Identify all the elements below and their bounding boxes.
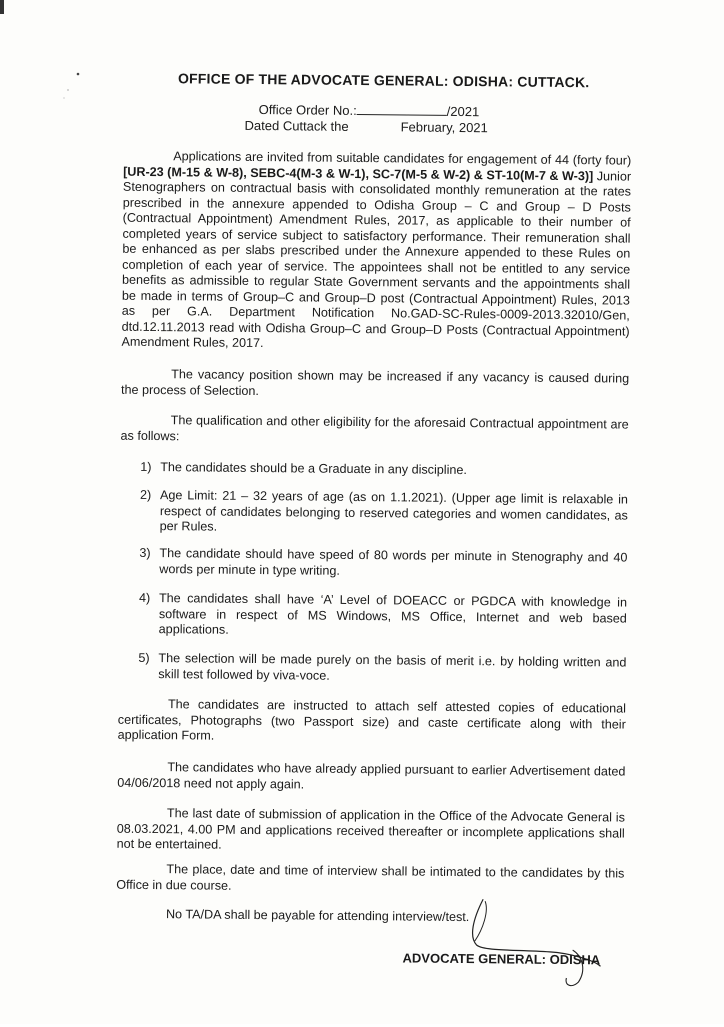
order-number-blank (357, 102, 447, 116)
list-item-text: The selection will be made purely on the basis of merit i.e. by holding written and skill test followed by viva-voce. (158, 651, 627, 683)
attach-paragraph (118, 697, 626, 748)
dated-line (244, 118, 487, 135)
last-date-text: The last date of submission of application in the Office of the Advocate General is 08.03.2021, 4.00 PM and applications received thereafter or incomplete applications shall not be entertained. (116, 806, 625, 852)
qualification-intro (120, 413, 628, 449)
vacancy-paragraph (121, 367, 629, 403)
office-order-line (259, 101, 480, 119)
list-item-number: 4) (138, 590, 151, 606)
list-item (138, 651, 626, 687)
list-item (140, 460, 628, 480)
handwritten-signature (454, 889, 605, 990)
ta-da-text: No TA/DA shall be payable for attending interview/test. (165, 907, 470, 925)
list-item (139, 546, 627, 582)
last-date-paragraph (117, 806, 625, 857)
dated-label: Dated Cuttack the (244, 117, 349, 134)
intro-reservation-breakup: [UR-23 (M-15 & W-8), SEBC-4(M-3 & W-1), SC-7(M-5 & W-2) & ST-10(M-7 & W-3)] (123, 164, 594, 183)
list-item-text: The candidates should be a Graduate in any discipline. (160, 460, 467, 478)
office-order-year: /2021 (446, 103, 480, 120)
list-item (139, 591, 627, 642)
office-order-label: Office Order No.: (258, 102, 357, 118)
intro-text-a: Applications are invited from suitable candidates for engagement of 44 (forty four) (173, 149, 632, 168)
earlier-applicants-text: The candidates who have already applied pursuant to earlier Advertisement dated 04/06/2018 need not apply again. (117, 760, 626, 791)
list-item (140, 488, 628, 539)
earlier-applicants-paragraph (117, 760, 625, 796)
vacancy-text: The vacancy position shown may be increased if any vacancy is caused during the process of Selection. (120, 367, 630, 398)
signatory-designation: ADVOCATE GENERAL: ODISHA (402, 950, 601, 968)
list-item-text: The candidates shall have ‘A’ Level of DOEACC or PGDCA with knowledge in software in respect of MS Windows, MS Office, Internet and web based applications. (158, 591, 628, 637)
intro-text-b: Junior Stenographers on contractual basis with consolidated monthly remuneration at the rates prescribed in the annexure appended to Odisha Group – C and Group – D Posts (Contractual Appointment) Amendment Rules, 2017, as applicable to their number of completed years of service subject to satisfactory performance. Their remuneration shall be enhanced as per slabs prescribed under the Annexure appended to these Rules on completion of each year of service. The appointees shall not be entitled to any service benefits as admissible to regular State Government servants and the appointments shall be made in terms of Group–C and Group–D post (Contractual Appointment) Rules, 2013 as per G.A. Department Notification No.GAD-SC-Rules-0009-2013.32010/Gen, dtd.12.11.2013 read with Odisha Group–C and Group–D Posts (Contractual Appointment) Amendment Rules, 2017. (121, 168, 632, 351)
qualification-intro-text: The qualification and other eligibility for the aforesaid Contractual appointment are as follows: (120, 413, 629, 443)
dated-value: February, 2021 (400, 119, 488, 136)
interview-text: The place, date and time of interview shall be intimated to the candidates by this Office in due course. (116, 862, 625, 893)
office-title: OFFICE OF THE ADVOCATE GENERAL: ODISHA: CUTTACK. (177, 70, 590, 91)
list-item-text: Age Limit: 21 – 32 years of age (as on 1.1.2021). (Upper age limit is relaxable in respect of candidates belonging to reserved categories and women candidates, as per Rules. (159, 488, 629, 534)
list-item-number: 5) (138, 650, 150, 666)
list-item-number: 2) (139, 487, 152, 503)
list-item-number: 1) (140, 459, 152, 475)
intro-paragraph (121, 149, 631, 355)
list-item-text: The candidate should have speed of 80 words per minute in Stenography and 40 words per minute in type writing. (159, 546, 628, 578)
attach-text: The candidates are instructed to attach self attested copies of educational certificates, Photographs (two Passport size) and caste certificate along with their application Form. (117, 697, 627, 743)
list-item-number: 3) (139, 545, 151, 561)
